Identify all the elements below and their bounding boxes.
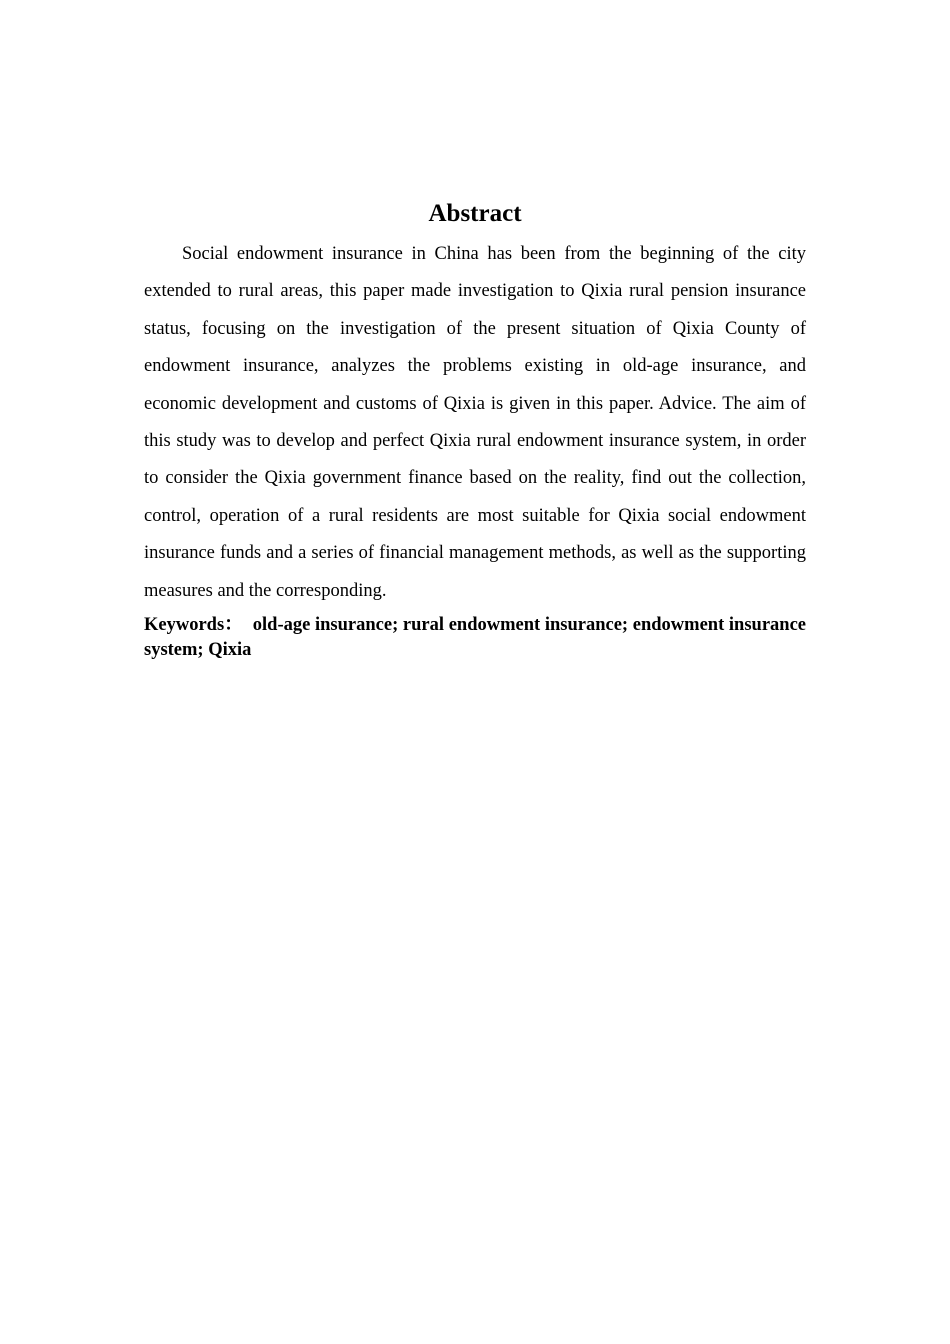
abstract-section bbox=[144, 196, 806, 663]
abstract-body: Social endowment insurance in China has been from the beginning of the city extended to rural areas, this paper made investigation to Qixia rural pension insurance status, focusing on the investigation of the present situation of Qixia County of endowment insurance, analyzes the problems existing in old-age insurance, and economic development and customs of Qixia is given in this paper. Advice. The aim of this study was to develop and perfect Qixia rural endowment insurance system, in order to consider the Qixia government finance based on the reality, find out the collection, control, operation of a rural residents are most suitable for Qixia social endowment insurance funds and a series of financial management methods, as well as the supporting measures and the corresponding. bbox=[144, 244, 806, 601]
keywords-label: Keywords： bbox=[144, 615, 243, 636]
keywords-line bbox=[144, 613, 806, 663]
keywords-text: old-age insurance; rural endowment insurance; endowment insurance system; Qixia bbox=[144, 615, 806, 661]
abstract-title: Abstract bbox=[428, 200, 522, 227]
